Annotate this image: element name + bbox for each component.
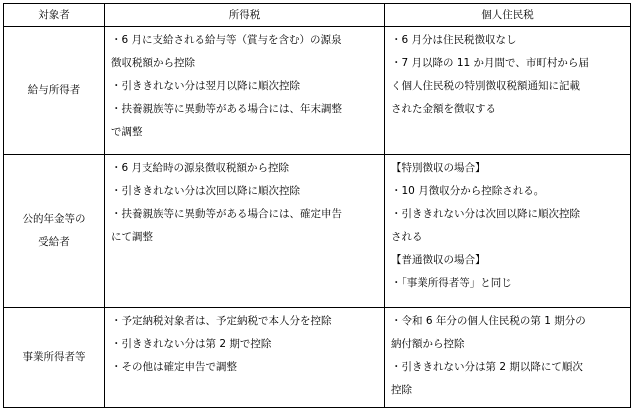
text-line: ・予定納税対象者は、予定納税で本人分を控除 — [111, 315, 332, 327]
text-line: 納付額から控除 — [391, 338, 465, 350]
text-line: される — [391, 231, 423, 243]
text-line: ・扶養親族等に異動等がある場合には、確定申告 — [111, 208, 342, 220]
target-cell-pension-recipient — [4, 155, 105, 308]
text-line: く個人住民税の特別徴収税額通知に記載 — [391, 80, 580, 92]
income-tax-cell-salary-earner — [105, 27, 385, 155]
text-line: 【特別徴収の場合】 — [391, 162, 486, 174]
text-line: ・「事業所得者等」と同じ — [391, 277, 512, 289]
text-line: ・6 月分は住民税徴収なし — [391, 34, 517, 46]
header-row — [4, 4, 631, 27]
target-line: 事業所得者等 — [22, 351, 86, 363]
table-row-pension-recipient — [4, 155, 631, 308]
target-line: 受給者 — [38, 236, 70, 248]
target-line: 公的年金等の — [22, 213, 86, 225]
header-income-tax: 所得税 — [105, 4, 385, 27]
resident-tax-cell-business-earner — [385, 308, 631, 408]
text-line: ・引ききれない分は第 2 期で控除 — [111, 338, 272, 350]
text-line: ・7 月以降の 11 か月間で、市町村から届 — [391, 57, 589, 69]
text-line: 徴収税額から控除 — [111, 57, 195, 69]
text-line: ・令和 6 年分の個人住民税の第 1 期分の — [391, 315, 586, 327]
text-line: にて調整 — [111, 231, 153, 243]
target-cell-business-earner — [4, 308, 105, 408]
text-line: ・10 月徴収分から控除される。 — [391, 185, 545, 197]
table-row-salary-earner — [4, 27, 631, 155]
text-line: ・引ききれない分は第 2 期以降にて順次 — [391, 361, 583, 373]
resident-tax-cell-pension-recipient — [385, 155, 631, 308]
header-resident-tax: 個人住民税 — [385, 4, 631, 27]
resident-tax-cell-salary-earner — [385, 27, 631, 155]
text-line: ・引ききれない分は次回以降に順次控除 — [111, 185, 300, 197]
income-tax-cell-pension-recipient — [105, 155, 385, 308]
text-line: ・6 月に支給される給与等（賞与を含む）の源泉 — [111, 34, 342, 46]
tax-deduction-table — [3, 3, 631, 408]
text-line: で調整 — [111, 126, 143, 138]
text-line: ・引ききれない分は翌月以降に順次控除 — [111, 80, 300, 92]
header-target: 対象者 — [4, 4, 105, 27]
text-line: ・6 月支給時の源泉徴収税額から控除 — [111, 162, 290, 174]
table-row-business-earner — [4, 308, 631, 408]
text-line: 控除 — [391, 384, 412, 396]
income-tax-cell-business-earner — [105, 308, 385, 408]
text-line: ・引ききれない分は次回以降に順次控除 — [391, 208, 580, 220]
text-line: 【普通徴収の場合】 — [391, 254, 486, 266]
text-line: ・扶養親族等に異動等がある場合には、年末調整 — [111, 103, 342, 115]
target-cell-salary-earner — [4, 27, 105, 155]
text-line: ・その他は確定申告で調整 — [111, 361, 237, 373]
text-line: された金額を徴収する — [391, 103, 496, 115]
target-line: 給与所得者 — [27, 84, 81, 96]
